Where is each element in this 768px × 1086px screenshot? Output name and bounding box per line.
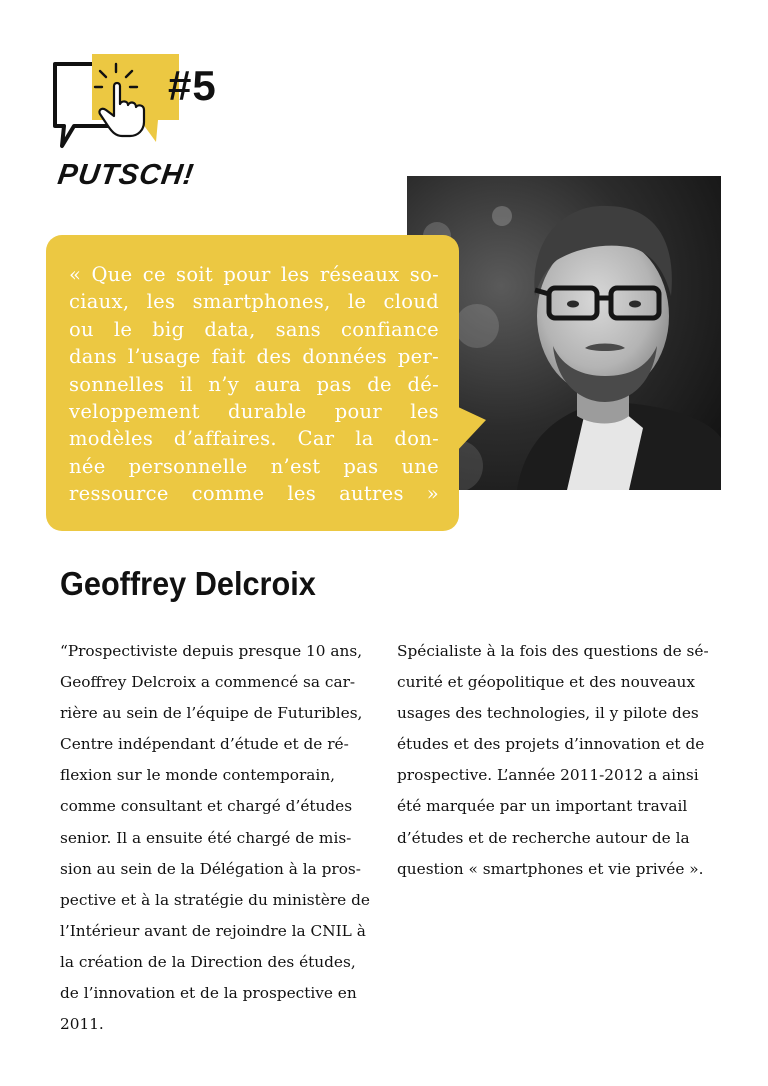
bio-column-left: [60, 636, 370, 1040]
quote-line: dans l’usage fait des données per-: [69, 345, 439, 369]
quote-line: modèles d’affaires. Car la don-: [69, 427, 439, 451]
quote-line: ressource comme les autres »: [69, 482, 439, 506]
bio-line: usages des technologies, il y pilote des: [397, 704, 699, 723]
bio-line: senior. Il a ensuite été chargé de mis-: [60, 828, 352, 847]
quote-line: ciaux, les smartphones, le cloud: [69, 290, 439, 314]
brand-name: PUTSCH!: [55, 159, 197, 191]
bio-line: “Prospectiviste depuis presque 10 ans,: [60, 642, 363, 660]
bio-line: 2011.: [60, 1015, 104, 1034]
quote-bubble-tail: [456, 406, 486, 452]
quote-line: née personnelle n’est pas une: [69, 454, 439, 478]
quote-line: sonnelles il n’y aura pas de dé-: [69, 372, 439, 396]
bio-line: curité et géopolitique et des nouveaux: [397, 673, 696, 692]
issue-number: #5: [168, 62, 217, 109]
bio-line: flexion sur le monde contemporain,: [60, 766, 336, 785]
bio-line: Geoffrey Delcroix a commencé sa car-: [60, 673, 356, 692]
bio-line: d’études et de recherche autour de la: [397, 828, 690, 847]
bio-line: Centre indépendant d’étude et de ré-: [60, 735, 349, 754]
bio-line: Spécialiste à la fois des questions de sé-: [397, 642, 709, 660]
quote-line: ou le big data, sans confiance: [69, 317, 439, 341]
bio-line: de l’innovation et de la prospective en: [60, 984, 357, 1003]
quote-text: [69, 261, 439, 508]
bio-line: question « smartphones et vie privée ».: [397, 859, 704, 878]
bio-line: prospective. L’année 2011-2012 a ainsi: [397, 766, 699, 785]
bio-line: l’Intérieur avant de rejoindre la CNIL à: [60, 921, 366, 940]
bio-line: comme consultant et chargé d’études: [60, 797, 353, 816]
bio-line: rière au sein de l’équipe de Futuribles,: [60, 704, 363, 723]
bio-line: sion au sein de la Délégation à la pros-: [60, 859, 361, 878]
quote-line: veloppement durable pour les: [69, 400, 439, 424]
quote-line: « Que ce soit pour les réseaux so-: [69, 263, 439, 286]
bio-line: la création de la Direction des études,: [60, 952, 356, 971]
bio-column-right: [397, 636, 707, 885]
person-name: Geoffrey Delcroix: [60, 565, 316, 602]
quote-bubble: [46, 235, 459, 531]
bio-line: études et des projets d’innovation et de: [397, 735, 705, 754]
bio-line: été marquée par un important travail: [397, 797, 688, 816]
bio-line: pective et à la stratégie du ministère de: [60, 890, 370, 909]
